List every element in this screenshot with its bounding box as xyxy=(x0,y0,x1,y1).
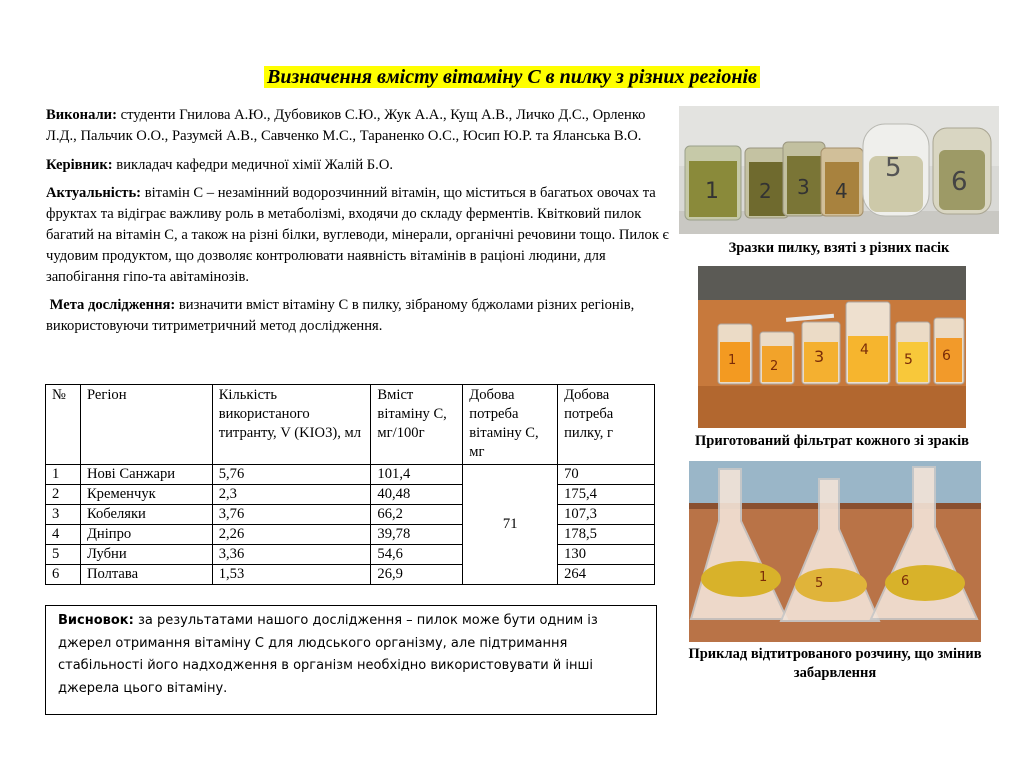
row-number: 6 xyxy=(46,565,81,585)
row-titrant: 3,76 xyxy=(212,505,371,525)
row-daily-pollen: 107,3 xyxy=(558,505,655,525)
row-daily-pollen: 70 xyxy=(558,465,655,485)
row-number: 2 xyxy=(46,485,81,505)
caption-photo2: Приготований фільтрат кожного зі зраків xyxy=(695,433,969,449)
beaker-1 xyxy=(718,324,752,384)
header-region: Регіон xyxy=(80,385,212,465)
row-vitamin-content: 101,4 xyxy=(371,465,463,485)
row-region: Дніпро xyxy=(80,525,212,545)
beaker-2 xyxy=(760,332,794,384)
supervisor-paragraph xyxy=(46,155,676,176)
beaker-5 xyxy=(896,322,930,384)
daily-vitamin-need: 71 xyxy=(463,465,558,585)
row-vitamin-content: 26,9 xyxy=(371,565,463,585)
supervisor-text: викладач кафедри медичної хімії Жалій Б.О. xyxy=(112,156,394,173)
authors-label: Виконали: xyxy=(46,107,117,123)
beaker-label-2: 2 xyxy=(770,359,779,374)
row-daily-pollen: 264 xyxy=(558,565,655,585)
table-row xyxy=(46,465,655,485)
supervisor-label: Керівник: xyxy=(46,156,113,173)
relevance-label: Актуальність: xyxy=(46,185,142,202)
row-daily-pollen: 130 xyxy=(558,545,655,565)
header-vitamin-content: Вміст вітаміну С, мг/100г xyxy=(371,385,463,465)
flask-label-5: 5 xyxy=(815,576,824,591)
row-region: Полтава xyxy=(80,565,212,585)
row-vitamin-content: 66,2 xyxy=(371,505,463,525)
conclusion-label: Висновок: xyxy=(58,613,134,628)
header-daily-pollen: Добова потреба пилку, г xyxy=(558,385,655,465)
goal-text: визначити вміст вітаміну С в пилку, зібраному бджолами різних регіонів, використовуючи титриметричний метод дослідження. xyxy=(46,297,635,335)
row-titrant: 5,76 xyxy=(212,465,371,485)
table-row xyxy=(46,525,655,545)
sample-bag-6 xyxy=(933,128,991,214)
row-number: 4 xyxy=(46,525,81,545)
sample-bag-2 xyxy=(745,148,789,218)
conclusion-box xyxy=(45,605,657,715)
bag-label-4: 4 xyxy=(835,179,848,203)
bag-label-3: 3 xyxy=(797,175,810,199)
goal-label: Мета дослідження: xyxy=(49,297,176,314)
table-row xyxy=(46,565,655,585)
table-header-row xyxy=(46,385,655,465)
header-titrant: Кількість використаного титранту, V (KIO3), мл xyxy=(212,385,371,465)
pollen-samples-photo xyxy=(679,106,999,234)
row-daily-pollen: 178,5 xyxy=(558,525,655,545)
goal-paragraph xyxy=(46,295,676,337)
titrated-flasks-photo xyxy=(689,461,981,642)
bag-label-2: 2 xyxy=(759,179,772,203)
row-region: Кобеляки xyxy=(80,505,212,525)
sample-bag-3 xyxy=(783,142,825,216)
beaker-4 xyxy=(846,302,890,384)
bag-label-5: 5 xyxy=(885,153,902,183)
sample-bag-1 xyxy=(685,146,741,220)
row-number: 1 xyxy=(46,465,81,485)
bag-label-6: 6 xyxy=(951,167,968,197)
header-number: № xyxy=(46,385,81,465)
row-vitamin-content: 40,48 xyxy=(371,485,463,505)
relevance-paragraph xyxy=(46,183,676,287)
beaker-6 xyxy=(934,318,964,384)
beaker-3 xyxy=(802,322,840,384)
beaker-label-5: 5 xyxy=(904,352,913,368)
caption-photo1: Зразки пилку, взяті з різних пасік xyxy=(728,240,950,256)
row-region: Кременчук xyxy=(80,485,212,505)
bag-label-1: 1 xyxy=(705,179,719,204)
flask-label-6: 6 xyxy=(901,574,910,589)
row-vitamin-content: 39,78 xyxy=(371,525,463,545)
row-titrant: 2,26 xyxy=(212,525,371,545)
title-text: Визначення вмісту вітаміну С в пилку з різних регіонів xyxy=(264,66,760,88)
flask-label-1: 1 xyxy=(759,570,768,585)
sample-bag-5 xyxy=(863,124,929,216)
beaker-label-4: 4 xyxy=(860,342,869,358)
relevance-text: вітамін С – незамінний водорозчинний вітамін, що міститься в багатьох овочах та фруктах та відіграє важливу роль в метаболізмі, входячи до складу ферментів. Квітковий пилок багатий на вітамін С, а також на різні білки, вуглеводи, мінерали, органічні речовини тощо. Пилок є чудовим продуктом, що дозволяє контролювати наявність вітамінів в раціоні людини, для запобігання гіпо-та авітамінозів. xyxy=(46,185,669,285)
table-row xyxy=(46,485,655,505)
table-row xyxy=(46,545,655,565)
row-number: 5 xyxy=(46,545,81,565)
row-region: Лубни xyxy=(80,545,212,565)
filtrate-beakers-photo xyxy=(698,266,966,428)
row-number: 3 xyxy=(46,505,81,525)
row-titrant: 2,3 xyxy=(212,485,371,505)
row-region: Нові Санжари xyxy=(80,465,212,485)
poster-title xyxy=(0,66,1024,89)
text-column xyxy=(46,105,676,345)
table-row xyxy=(46,505,655,525)
row-daily-pollen: 175,4 xyxy=(558,485,655,505)
beaker-label-6: 6 xyxy=(942,348,951,364)
authors-text: студенти Гнилова А.Ю., Дубовиков С.Ю., Жук А.А., Кущ А.В., Личко Д.С., Орленко Л.Д., Пальчик О.О., Разумєй А.В., Савченко М.С., Тараненко О.С., Юсип Ю.Р. та Яланська В.О. xyxy=(46,107,646,144)
beaker-label-1: 1 xyxy=(728,353,737,368)
conclusion-text: за результатами нашого дослідження – пилок може бути одним із джерел отримання вітаміну С для людського організму, але підтримання стабільності його надходження в організм необхідно використовувати й інші джерела цього вітаміну. xyxy=(58,613,598,696)
row-titrant: 3,36 xyxy=(212,545,371,565)
row-titrant: 1,53 xyxy=(212,565,371,585)
sample-bag-4 xyxy=(821,148,863,216)
beaker-label-3: 3 xyxy=(814,347,825,366)
results-table xyxy=(45,384,655,585)
caption-photo3: Приклад відтитрованого розчину, що змінив забарвлення xyxy=(688,646,982,681)
header-daily-vitamin: Добова потреба вітаміну С, мг xyxy=(463,385,558,465)
authors-paragraph xyxy=(46,105,676,147)
row-vitamin-content: 54,6 xyxy=(371,545,463,565)
